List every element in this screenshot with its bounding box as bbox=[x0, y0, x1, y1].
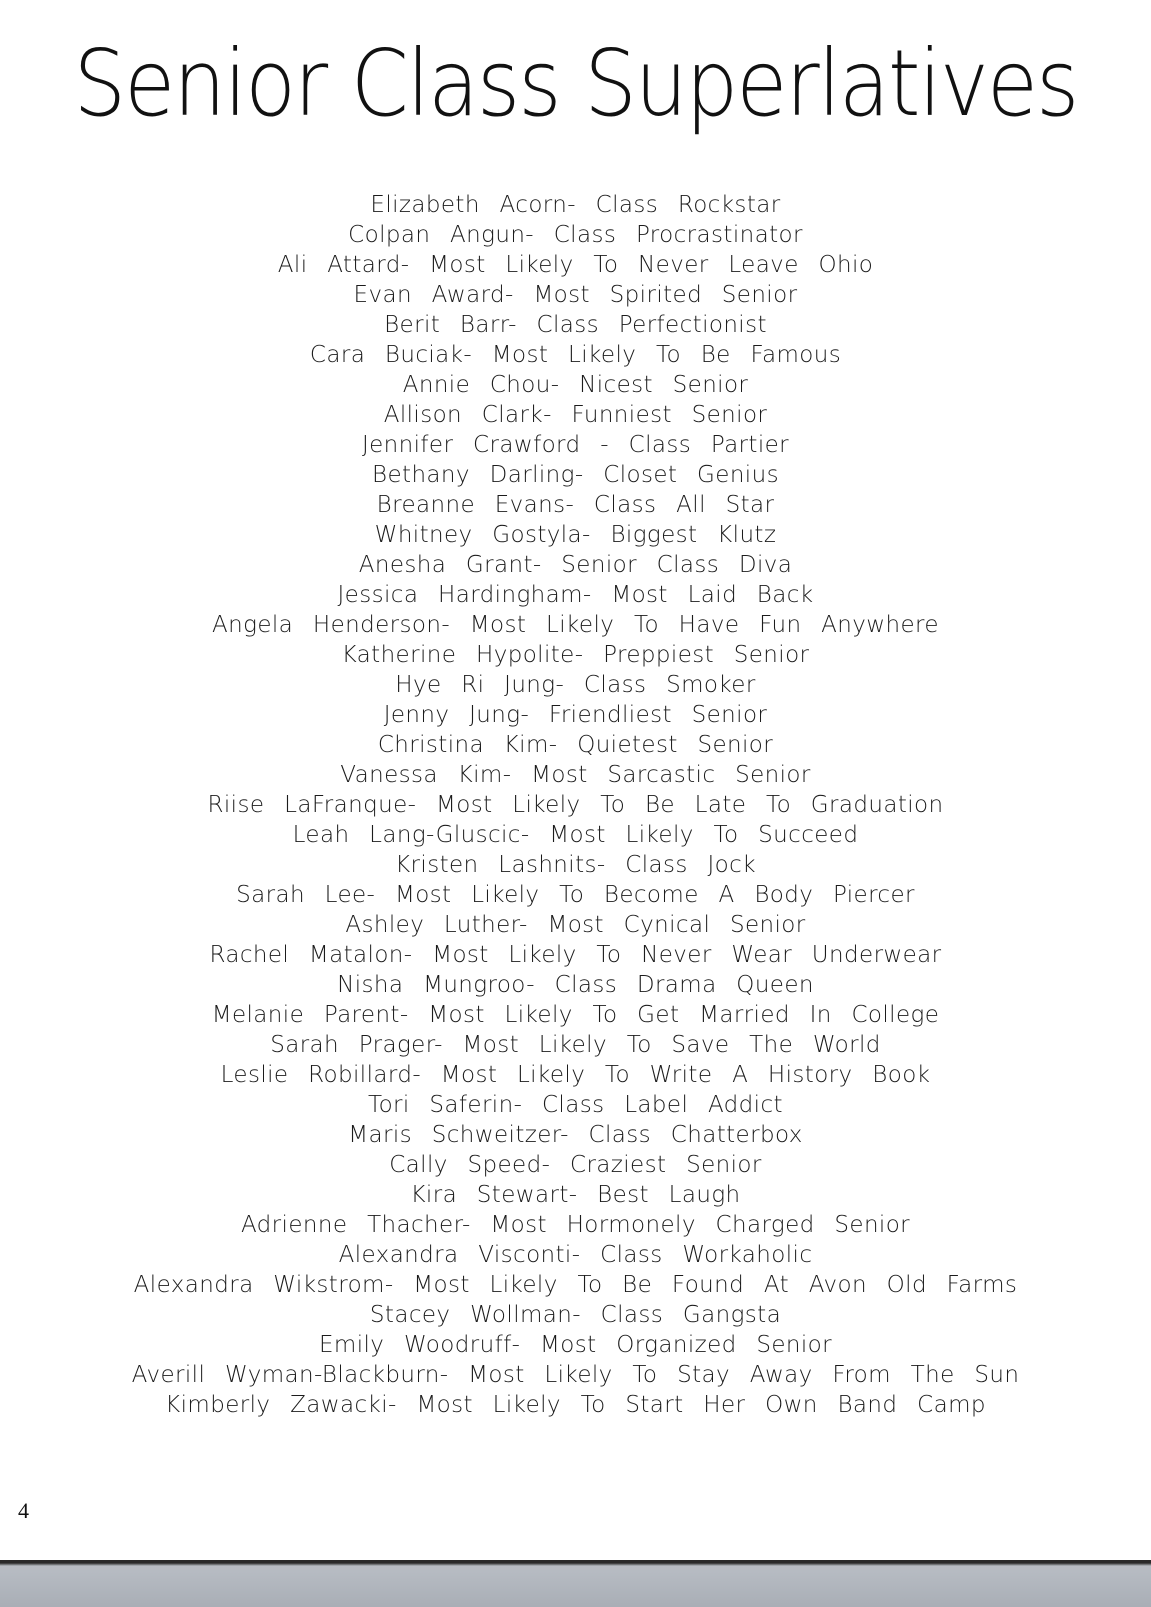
list-item: Kimberly Zawacki- Most Likely To Start Her Own Band Camp bbox=[165, 1392, 986, 1418]
list-item: Vanessa Kim- Most Sarcastic Senior bbox=[340, 762, 811, 788]
list-item: Jenny Jung- Friendliest Senior bbox=[383, 702, 768, 728]
list-item: Leslie Robillard- Most Likely To Write A History Book bbox=[220, 1062, 931, 1088]
list-item: Riise LaFranque- Most Likely To Be Late To Graduation bbox=[207, 792, 944, 818]
list-item: Hye Ri Jung- Class Smoker bbox=[395, 672, 756, 698]
list-item: Maris Schweitzer- Class Chatterbox bbox=[348, 1122, 803, 1148]
list-item: Stacey Wollman- Class Gangsta bbox=[369, 1302, 782, 1328]
list-item: Adrienne Thacher- Most Hormonely Charged Senior bbox=[240, 1212, 911, 1238]
page-number: 4 bbox=[18, 1498, 29, 1523]
list-item: Whitney Gostyla- Biggest Klutz bbox=[374, 522, 777, 548]
list-item: Alexandra Wikstrom- Most Likely To Be Found At Avon Old Farms bbox=[133, 1272, 1018, 1298]
list-item: Melanie Parent- Most Likely To Get Married In College bbox=[211, 1002, 940, 1028]
list-item: Tori Saferin- Class Label Addict bbox=[368, 1092, 783, 1118]
list-item: Anesha Grant- Senior Class Diva bbox=[358, 552, 793, 578]
list-item: Jennifer Crawford - Class Partier bbox=[361, 432, 790, 458]
list-item: Allison Clark- Funniest Senior bbox=[383, 402, 768, 428]
list-item: Ashley Luther- Most Cynical Senior bbox=[345, 912, 806, 938]
list-item: Alexandra Visconti- Class Workaholic bbox=[338, 1242, 813, 1268]
list-item: Sarah Lee- Most Likely To Become A Body Piercer bbox=[236, 882, 915, 908]
list-item: Cara Buciak- Most Likely To Be Famous bbox=[309, 342, 842, 368]
list-item: Rachel Matalon- Most Likely To Never Wear Underwear bbox=[209, 942, 942, 968]
list-item: Colpan Angun- Class Procrastinator bbox=[348, 222, 803, 248]
list-item: Emily Woodruff- Most Organized Senior bbox=[318, 1332, 833, 1358]
list-item: Katherine Hypolite- Preppiest Senior bbox=[341, 642, 810, 668]
list-item: Kristen Lashnits- Class Jock bbox=[395, 852, 756, 878]
list-item: Jessica Hardingham- Most Laid Back bbox=[337, 582, 814, 608]
list-item: Angela Henderson- Most Likely To Have Fun Anywhere bbox=[212, 612, 939, 638]
list-item: Christina Kim- Quietest Senior bbox=[377, 732, 774, 758]
list-item: Nisha Mungroo- Class Drama Queen bbox=[337, 972, 814, 998]
list-item: Breanne Evans- Class All Star bbox=[376, 492, 775, 518]
list-item: Elizabeth Acorn- Class Rockstar bbox=[370, 192, 781, 218]
scan-bottom-edge bbox=[0, 1560, 1151, 1607]
list-item: Annie Chou- Nicest Senior bbox=[402, 372, 749, 398]
page-title: Senior Class Superlatives bbox=[73, 30, 1078, 137]
list-item: Leah Lang-Gluscic- Most Likely To Succeed bbox=[292, 822, 859, 848]
list-item: Averill Wyman-Blackburn- Most Likely To Stay Away From The Sun bbox=[131, 1362, 1020, 1388]
list-item: Cally Speed- Craziest Senior bbox=[389, 1152, 762, 1178]
list-item: Bethany Darling- Closet Genius bbox=[372, 462, 779, 488]
list-item: Sarah Prager- Most Likely To Save The World bbox=[270, 1032, 881, 1058]
superlatives-list bbox=[0, 190, 1151, 1420]
list-item: Ali Attard- Most Likely To Never Leave Ohio bbox=[277, 252, 874, 278]
list-item: Kira Stewart- Best Laugh bbox=[410, 1182, 741, 1208]
list-item: Berit Barr- Class Perfectionist bbox=[384, 312, 767, 338]
list-item: Evan Award- Most Spirited Senior bbox=[353, 282, 798, 308]
